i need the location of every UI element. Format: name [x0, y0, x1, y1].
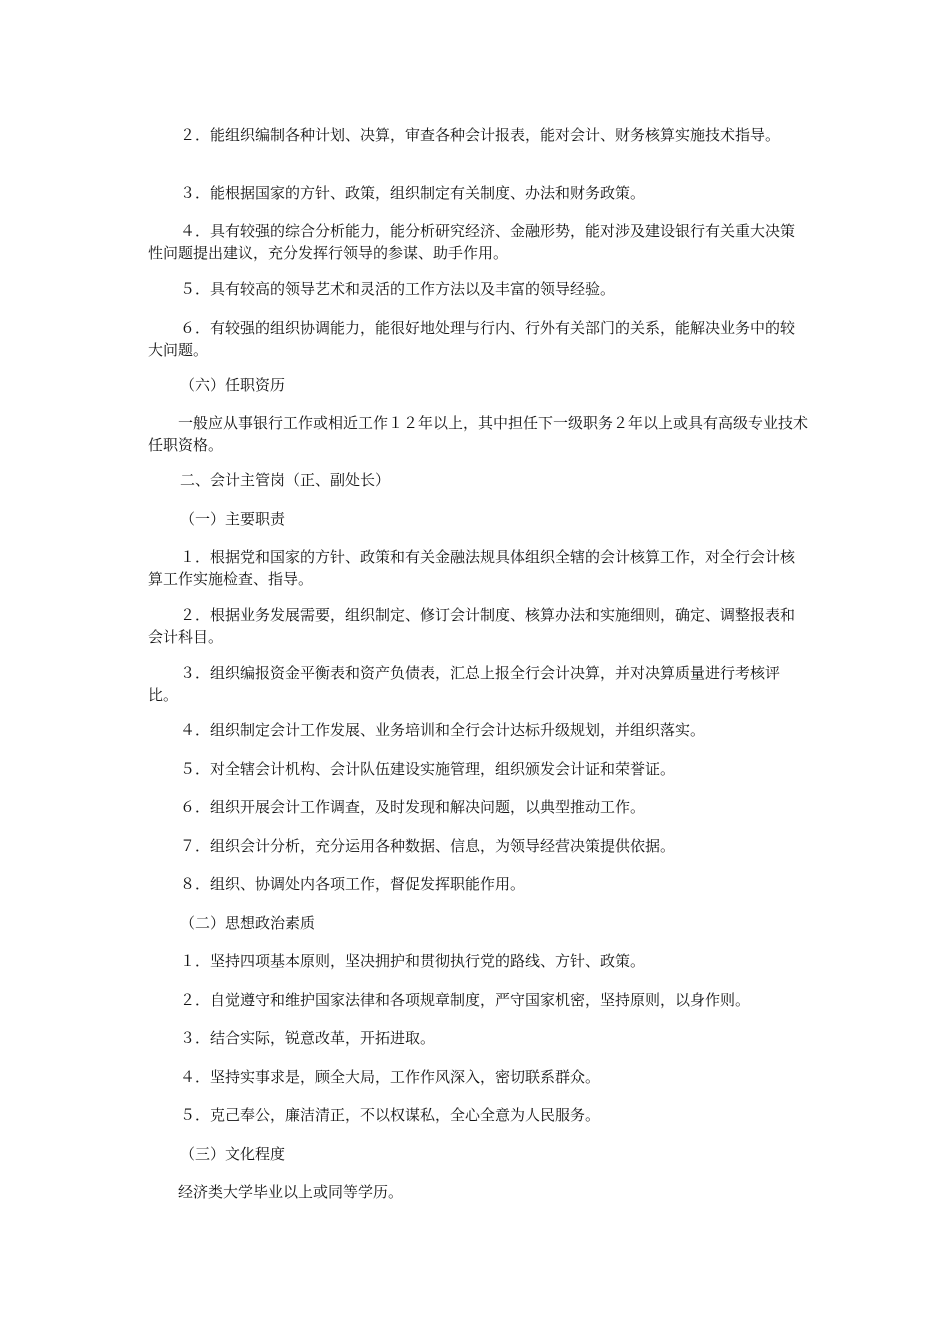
duty-6: ６．组织开展会计工作调查，及时发现和解决问题，以典型推动工作。 [180, 798, 646, 816]
political-5: ５．克己奉公，廉洁清正，不以权谋私，全心全意为人民服务。 [180, 1106, 601, 1124]
duty-8: ８．组织、协调处内各项工作，督促发挥职能作用。 [180, 875, 526, 893]
paragraph-2: ３．能根据国家的方针、政策，组织制定有关制度、办法和财务政策。 [180, 184, 646, 202]
political-3: ３．结合实际，锐意改革，开拓进取。 [180, 1029, 436, 1047]
political-1: １．坚持四项基本原则，坚决拥护和贯彻执行党的路线、方针、政策。 [180, 952, 646, 970]
political-4: ４．坚持实事求是，顾全大局，工作作风深入，密切联系群众。 [180, 1068, 601, 1086]
subsection-heading-duties: （一）主要职责 [180, 510, 286, 528]
paragraph-1: ２．能组织编制各种计划、决算，审查各种会计报表，能对会计、财务核算实施技术指导。 [180, 126, 781, 144]
duty-7: ７．组织会计分析，充分运用各种数据、信息，为领导经营决策提供依据。 [180, 837, 676, 855]
duty-4: ４．组织制定会计工作发展、业务培训和全行会计达标升级规划，并组织落实。 [180, 721, 706, 739]
duty-2: ２．根据业务发展需要，组织制定、修订会计制度、核算办法和实施细则，确定、调整报表和会计科目。 [148, 606, 796, 646]
paragraph-experience: 一般应从事银行工作或相近工作１２年以上，其中担任下一级职务２年以上或具有高级专业技术任职资格。 [148, 414, 809, 454]
subsection-heading-education: （三）文化程度 [180, 1145, 286, 1163]
paragraph-education: 经济类大学毕业以上或同等学历。 [178, 1183, 404, 1201]
paragraph-4: ５．具有较高的领导艺术和灵活的工作方法以及丰富的领导经验。 [180, 280, 616, 298]
subsection-heading-political: （二）思想政治素质 [180, 914, 316, 932]
duty-1: １．根据党和国家的方针、政策和有关金融法规具体组织全辖的会计核算工作，对全行会计核算工作实施检查、指导。 [148, 548, 796, 588]
duty-3: ３．组织编报资金平衡表和资产负债表，汇总上报全行会计决算，并对决算质量进行考核评比。 [148, 664, 781, 704]
political-2: ２．自觉遵守和维护国家法律和各项规章制度，严守国家机密，坚持原则，以身作则。 [180, 991, 751, 1009]
paragraph-3: ４．具有较强的综合分析能力，能分析研究经济、金融形势，能对涉及建设银行有关重大决策性问题提出建议，充分发挥行领导的参谋、助手作用。 [148, 222, 796, 262]
section-heading-qualifications: （六）任职资历 [180, 376, 286, 394]
section-heading-accounting-post: 二、会计主管岗（正、副处长） [180, 471, 391, 489]
duty-5: ５．对全辖会计机构、会计队伍建设实施管理，组织颁发会计证和荣誉证。 [180, 760, 676, 778]
paragraph-5: ６．有较强的组织协调能力，能很好地处理与行内、行外有关部门的关系，能解决业务中的较大问题。 [148, 319, 796, 359]
